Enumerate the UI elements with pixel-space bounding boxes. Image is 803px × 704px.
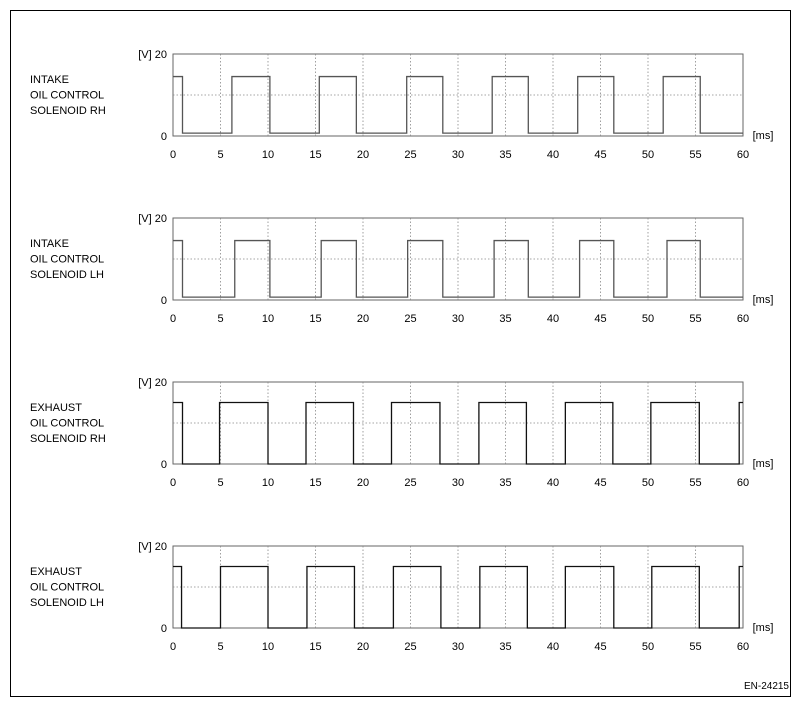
- x-tick-label: 20: [356, 149, 370, 161]
- y-axis-unit: [V] 20: [138, 377, 167, 389]
- x-tick-label: 30: [451, 477, 465, 489]
- x-tick-label: 10: [261, 641, 275, 653]
- x-tick-label: 15: [309, 313, 322, 325]
- x-tick-label: 25: [404, 477, 417, 489]
- waveform-trace: [173, 567, 743, 629]
- series-label-line: INTAKE: [30, 74, 69, 86]
- figure-id: EN-24215: [743, 681, 789, 692]
- x-tick-label: 45: [594, 641, 607, 653]
- x-tick-label: 15: [309, 149, 322, 161]
- x-tick-label: 20: [356, 477, 370, 489]
- series-label: [30, 74, 106, 117]
- x-tick-label: 30: [451, 313, 465, 325]
- y-tick-label: 0: [160, 295, 167, 307]
- series-label-line: OIL CONTROL: [30, 581, 105, 594]
- x-tick-label: 10: [261, 477, 275, 489]
- x-tick-label: 5: [217, 641, 224, 653]
- y-tick-label: 0: [160, 623, 167, 635]
- series-label-line: SOLENOID LH: [30, 597, 104, 609]
- x-tick-label: 5: [217, 477, 224, 489]
- x-tick-label: 60: [736, 477, 750, 489]
- x-tick-label: 5: [217, 313, 224, 325]
- x-tick-label: 10: [261, 149, 275, 161]
- series-label: [30, 566, 104, 609]
- x-tick-label: 0: [169, 641, 177, 653]
- x-tick-label: 40: [546, 641, 560, 653]
- x-tick-label: 60: [736, 641, 750, 653]
- x-tick-label: 35: [499, 313, 512, 325]
- x-axis-unit: [ms]: [752, 458, 774, 470]
- x-tick-label: 30: [451, 149, 465, 161]
- x-tick-label: 55: [689, 477, 702, 489]
- x-tick-label: 25: [404, 313, 417, 325]
- x-tick-label: 45: [594, 149, 607, 161]
- x-tick-label: 25: [404, 149, 417, 161]
- x-tick-label: 50: [641, 149, 655, 161]
- x-tick-label: 55: [689, 313, 702, 325]
- x-tick-label: 45: [594, 313, 607, 325]
- x-tick-label: 35: [499, 641, 512, 653]
- x-tick-label: 15: [309, 641, 322, 653]
- x-axis-unit: [ms]: [752, 622, 774, 634]
- series-label-line: EXHAUST: [30, 402, 82, 414]
- series-label-line: EXHAUST: [30, 566, 82, 578]
- x-tick-label: 55: [689, 149, 702, 161]
- x-tick-label: 50: [641, 477, 655, 489]
- x-tick-label: 25: [404, 641, 417, 653]
- x-tick-label: 20: [356, 641, 370, 653]
- series-label-line: OIL CONTROL: [30, 253, 105, 266]
- x-tick-label: 50: [641, 641, 655, 653]
- x-tick-label: 5: [217, 149, 224, 161]
- series-label-line: SOLENOID RH: [30, 433, 106, 445]
- x-tick-label: 20: [356, 313, 370, 325]
- y-axis-unit: [V] 20: [138, 49, 167, 61]
- y-tick-label: 0: [160, 459, 167, 471]
- x-axis-unit: [ms]: [752, 294, 774, 306]
- series-label-line: OIL CONTROL: [30, 89, 105, 102]
- x-tick-label: 35: [499, 149, 512, 161]
- x-tick-label: 0: [169, 477, 177, 489]
- x-tick-label: 45: [594, 477, 607, 489]
- y-axis-unit: [V] 20: [138, 541, 167, 553]
- x-tick-label: 60: [736, 149, 750, 161]
- x-tick-label: 60: [736, 313, 750, 325]
- x-tick-label: 40: [546, 149, 560, 161]
- x-tick-label: 40: [546, 477, 560, 489]
- series-label: [30, 238, 104, 281]
- x-tick-label: 15: [309, 477, 322, 489]
- x-tick-label: 0: [169, 149, 177, 161]
- x-tick-label: 10: [261, 313, 275, 325]
- series-label-line: INTAKE: [30, 238, 69, 250]
- series-label-line: SOLENOID RH: [30, 105, 106, 117]
- y-axis-unit: [V] 20: [138, 213, 167, 225]
- x-tick-label: 40: [546, 313, 560, 325]
- x-tick-label: 35: [499, 477, 512, 489]
- x-axis-unit: [ms]: [752, 130, 774, 142]
- x-tick-label: 30: [451, 641, 465, 653]
- y-tick-label: 0: [160, 131, 167, 143]
- waveform-trace: [173, 403, 743, 465]
- series-label: [30, 402, 106, 445]
- x-tick-label: 0: [169, 313, 177, 325]
- series-label-line: SOLENOID LH: [30, 269, 104, 281]
- x-tick-label: 55: [689, 641, 702, 653]
- series-label-line: OIL CONTROL: [30, 417, 105, 430]
- x-tick-label: 50: [641, 313, 655, 325]
